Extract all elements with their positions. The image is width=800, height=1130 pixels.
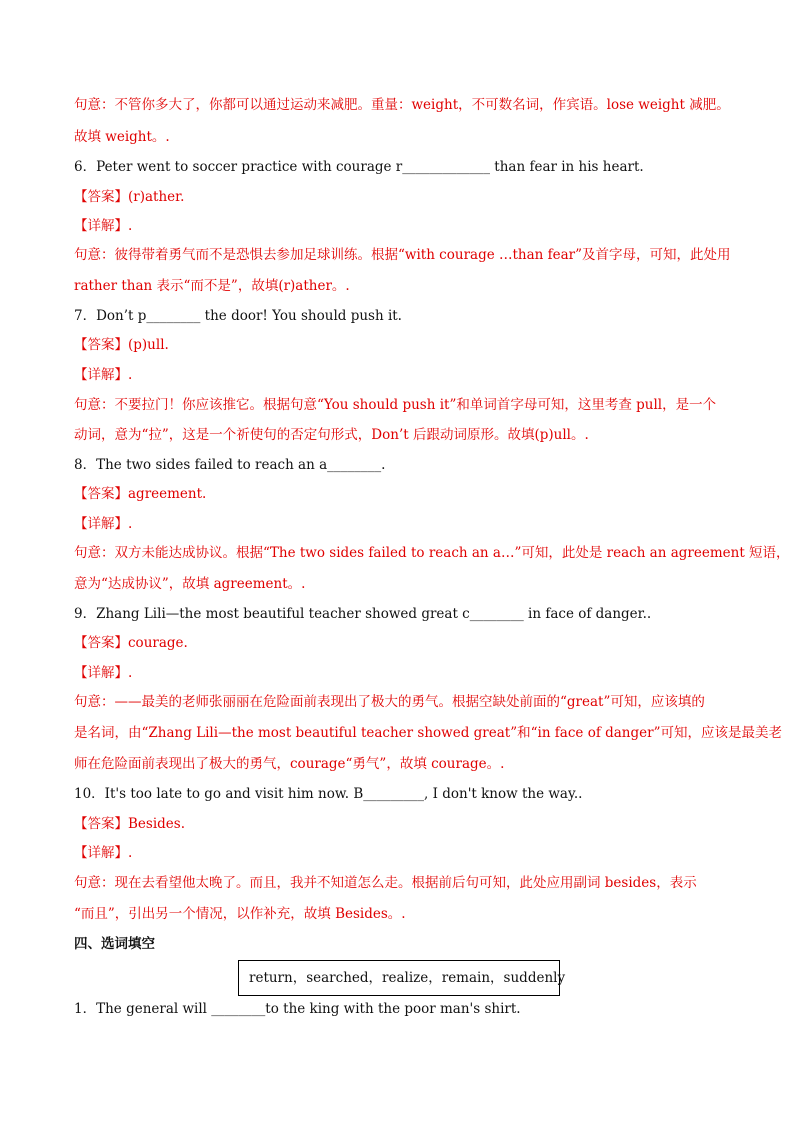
q7-detail-label: 【详解】. bbox=[74, 367, 133, 383]
q6-answer: 【答案】(r)ather. bbox=[74, 189, 185, 205]
q6-detail-label: 【详解】. bbox=[74, 218, 133, 234]
q7-explanation-line-2: 动词，意为“拉”，这是一个祈使句的否定句形式，Don’t 后跟动词原形。故填(p)ull。. bbox=[74, 427, 589, 443]
q7-question: 7．Don’t p________ the door! You should push it. bbox=[74, 308, 402, 324]
section4-q1-question: 1．The general will ________to the king with the poor man's shirt. bbox=[74, 1001, 521, 1017]
q9-explanation-line-1: 句意：——最美的老师张丽丽在危险面前表现出了极大的勇气。根据空缺处前面的“great”可知，应该填的 bbox=[74, 694, 705, 710]
q10-question: 10．It's too late to go and visit him now. B_________, I don't know the way.. bbox=[74, 786, 583, 802]
q9-detail-label: 【详解】. bbox=[74, 665, 133, 681]
q9-explanation-line-2: 是名词，由“Zhang Lili—the most beautiful teacher showed great”和“in face of danger”可知，应该是最美老 bbox=[74, 725, 782, 741]
q5-explanation-line-1: 句意：不管你多大了，你都可以通过运动来减肥。重量：weight，不可数名词，作宾语。lose weight 减肥。 bbox=[74, 97, 730, 113]
q10-detail-label: 【详解】. bbox=[74, 845, 133, 861]
q10-answer: 【答案】Besides. bbox=[74, 816, 186, 832]
word-bank-text: return，searched，realize，remain，suddenly bbox=[249, 970, 566, 986]
q9-answer: 【答案】courage. bbox=[74, 635, 188, 651]
q5-explanation-line-2: 故填 weight。. bbox=[74, 129, 170, 145]
q8-explanation-line-1: 句意：双方未能达成协议。根据“The two sides failed to reach an a…”可知，此处是 reach an agreement 短语， bbox=[74, 545, 790, 561]
q10-explanation-line-2: “而且”，引出另一个情况，以作补充，故填 Besides。. bbox=[74, 906, 406, 922]
q6-explanation-line-1: 句意：彼得带着勇气而不是恐惧去参加足球训练。根据“with courage …than fear”及首字母，可知，此处用 bbox=[74, 247, 731, 263]
q9-explanation-line-3: 师在危险面前表现出了极大的勇气，courage“勇气”，故填 courage。. bbox=[74, 756, 505, 772]
q7-answer: 【答案】(p)ull. bbox=[74, 337, 169, 353]
section-heading: 四、选词填空 bbox=[74, 936, 155, 952]
q7-explanation-line-1: 句意：不要拉门！你应该推它。根据句意“You should push it”和单词首字母可知，这里考查 pull，是一个 bbox=[74, 397, 717, 413]
q8-detail-label: 【详解】. bbox=[74, 516, 133, 532]
q8-question: 8．The two sides failed to reach an a________. bbox=[74, 457, 386, 473]
q10-explanation-line-1: 句意：现在去看望他太晚了。而且，我并不知道怎么走。根据前后句可知，此处应用副词 besides，表示 bbox=[74, 875, 697, 891]
q8-answer: 【答案】agreement. bbox=[74, 486, 207, 502]
q9-question: 9．Zhang Lili—the most beautiful teacher showed great c________ in face of danger.. bbox=[74, 606, 652, 622]
q6-explanation-line-2: rather than 表示“而不是”，故填(r)ather。. bbox=[74, 278, 350, 294]
q8-explanation-line-2: 意为“达成协议”，故填 agreement。. bbox=[74, 576, 306, 592]
word-bank-box bbox=[238, 960, 566, 996]
q6-question: 6．Peter went to soccer practice with courage r_____________ than fear in his heart. bbox=[74, 159, 644, 175]
